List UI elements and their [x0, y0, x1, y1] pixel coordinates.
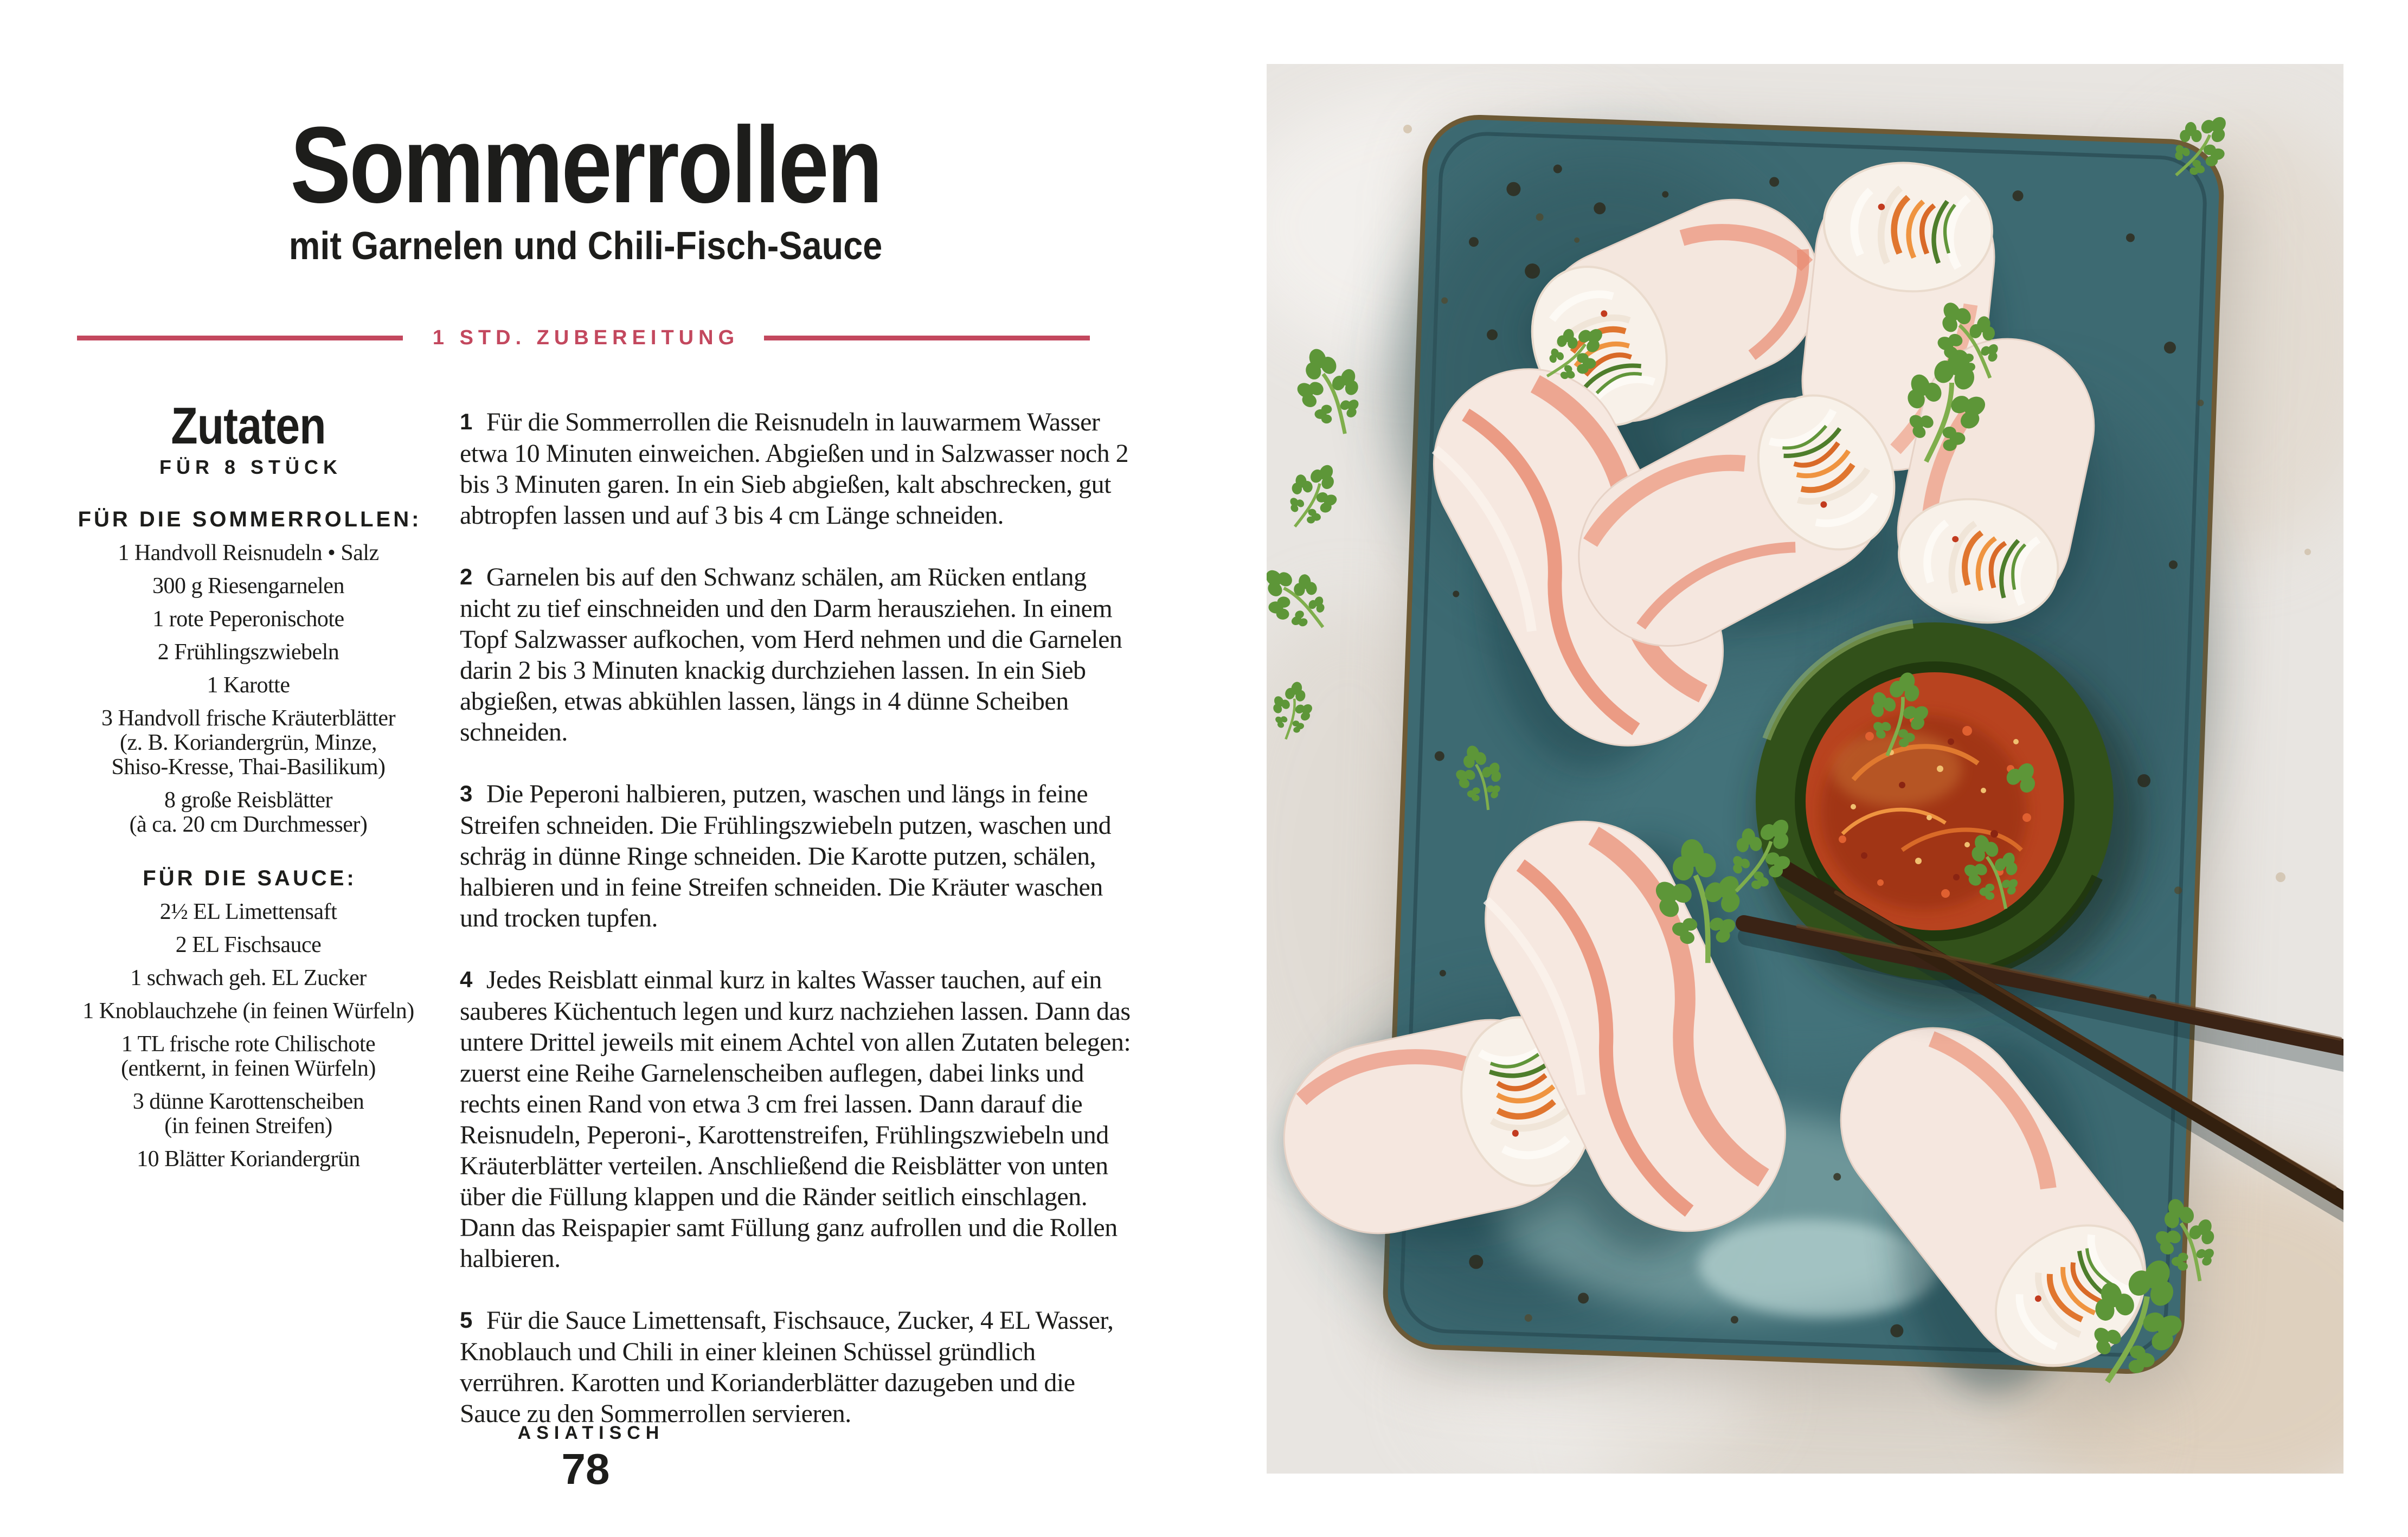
ingredient-line: (à ca. 20 cm Durchmesser) — [129, 812, 368, 837]
ingredient-line: 2½ EL Limettensaft — [159, 899, 337, 924]
ingredient-line: 1 TL frische rote Chilischote — [121, 1032, 376, 1057]
recipe-step — [460, 1305, 1136, 1429]
servings-label: FÜR 8 STÜCK — [159, 456, 342, 478]
ingredient-line: 2 Frühlingszwiebeln — [157, 640, 339, 665]
recipe-photo — [1267, 64, 2343, 1474]
divider-line-left — [77, 336, 403, 340]
ingredient-section-title: FÜR DIE SAUCE: — [143, 866, 357, 890]
ingredient-line: (in feinen Streifen) — [164, 1114, 332, 1139]
prep-time-label: 1 STD. ZUBEREITUNG — [432, 326, 740, 349]
instructions-panel — [460, 407, 1136, 1460]
ingredient-line: 3 Handvoll frische Kräuterblätter — [101, 706, 396, 731]
recipe-title: Sommerrollen — [290, 105, 881, 226]
ingredients-heading: Zutaten — [171, 397, 326, 455]
recipe-step — [460, 779, 1136, 934]
ingredient-line: 300 g Riesengarnelen — [152, 574, 344, 599]
recipe-step — [460, 407, 1136, 531]
ingredient-line: 1 Knoblauchzehe (in feinen Würfeln) — [82, 999, 414, 1024]
step-text: Garnelen bis auf den Schwanz schälen, am Rücken entlang nicht zu tief einschneiden und den Darm herausziehen. In einem Topf Salzwasser aufkochen, vom Herd nehmen und die Garnelen darin 2 bis 3 Minuten knackig durchziehen lassen. In ein Sieb abgießen, etwas abkühlen lassen, längs in 4 dünne Scheiben schneiden. — [460, 563, 1122, 747]
ingredient-line: (entkernt, in feinen Würfeln) — [121, 1056, 376, 1081]
divider-line-right — [764, 336, 1090, 340]
ingredient-line: 2 EL Fischsauce — [175, 933, 322, 957]
step-text: Für die Sommerrollen die Reisnudeln in lauwarmem Wasser etwa 10 Minuten einweichen. Abgießen und in Salzwasser noch 2 bis 3 Minuten garen. In ein Sieb abgießen, kalt abschrecken, gut abtropfen lassen und auf 3 bis 4 cm Länge schneiden. — [460, 408, 1129, 530]
page-number: 78 — [561, 1445, 610, 1493]
prep-time-divider — [77, 325, 1090, 350]
step-text: Die Peperoni halbieren, putzen, waschen und längs in feine Streifen schneiden. Die Frühlingszwiebeln putzen, waschen und schräg in dünne Ringe schneiden. Die Karotte putzen, schälen, halbieren und in feine Streifen schneiden. Die Kräuter waschen und trocken tupfen. — [460, 780, 1112, 933]
recipe-subtitle: mit Garnelen und Chili-Fisch-Sauce — [288, 224, 883, 268]
ingredient-line: 1 schwach geh. EL Zucker — [130, 966, 367, 991]
ingredient-line: 10 Blätter Koriandergrün — [137, 1147, 360, 1172]
ingredient-line: 1 Karotte — [207, 673, 290, 698]
ingredient-line: 1 Handvoll Reisnudeln • Salz — [118, 541, 379, 565]
ingredient-line: 8 große Reisblätter — [164, 788, 333, 813]
ingredient-line: 1 rote Peperonischote — [152, 607, 344, 632]
ingredient-line: 3 dünne Karottenscheiben — [132, 1089, 364, 1114]
ingredients-panel — [69, 397, 427, 1172]
step-text: Für die Sauce Limettensaft, Fischsauce, Zucker, 4 EL Wasser, Knoblauch und Chili in einer kleinen Schüssel gründlich verrühren. Karotten und Korianderblätter dazugeben und die Sauce zu den Sommerrollen servieren. — [460, 1306, 1114, 1428]
ingredient-section-title: FÜR DIE SOMMERROLLEN: — [78, 507, 422, 531]
recipe-step — [460, 964, 1136, 1274]
step-text: Jedes Reisblatt einmal kurz in kaltes Wasser tauchen, auf ein sauberes Küchentuch legen und kurz nachziehen lassen. Dann das untere Drittel jeweils mit einem Achtel von allen Zutaten belegen: zuerst eine Reihe Garnelenscheiben auflegen, dabei links und rechts einen Rand von etwa 3 cm frei lassen. Dann darauf die Reisnudeln, Peperoni-, Karottenstreifen, Frühlingszwiebeln und Kräuterblätter verteilen. Anschließend die Reisblätter von unten über die Füllung klappen und die Ränder seitlich einschlagen. Dann das Reispapier samt Füllung ganz aufrollen und die Rollen halbieren. — [460, 966, 1131, 1273]
step-number: 1 — [460, 409, 472, 434]
step-number: 4 — [460, 967, 472, 992]
ingredient-line: Shiso-Kresse, Thai-Basilikum) — [111, 755, 386, 780]
recipe-step — [460, 562, 1136, 748]
step-number: 5 — [460, 1307, 472, 1333]
ingredient-line: (z. B. Koriandergrün, Minze, — [120, 730, 377, 755]
step-number: 2 — [460, 564, 472, 589]
step-number: 3 — [460, 781, 472, 806]
category-label: ASIATISCH — [517, 1423, 665, 1443]
